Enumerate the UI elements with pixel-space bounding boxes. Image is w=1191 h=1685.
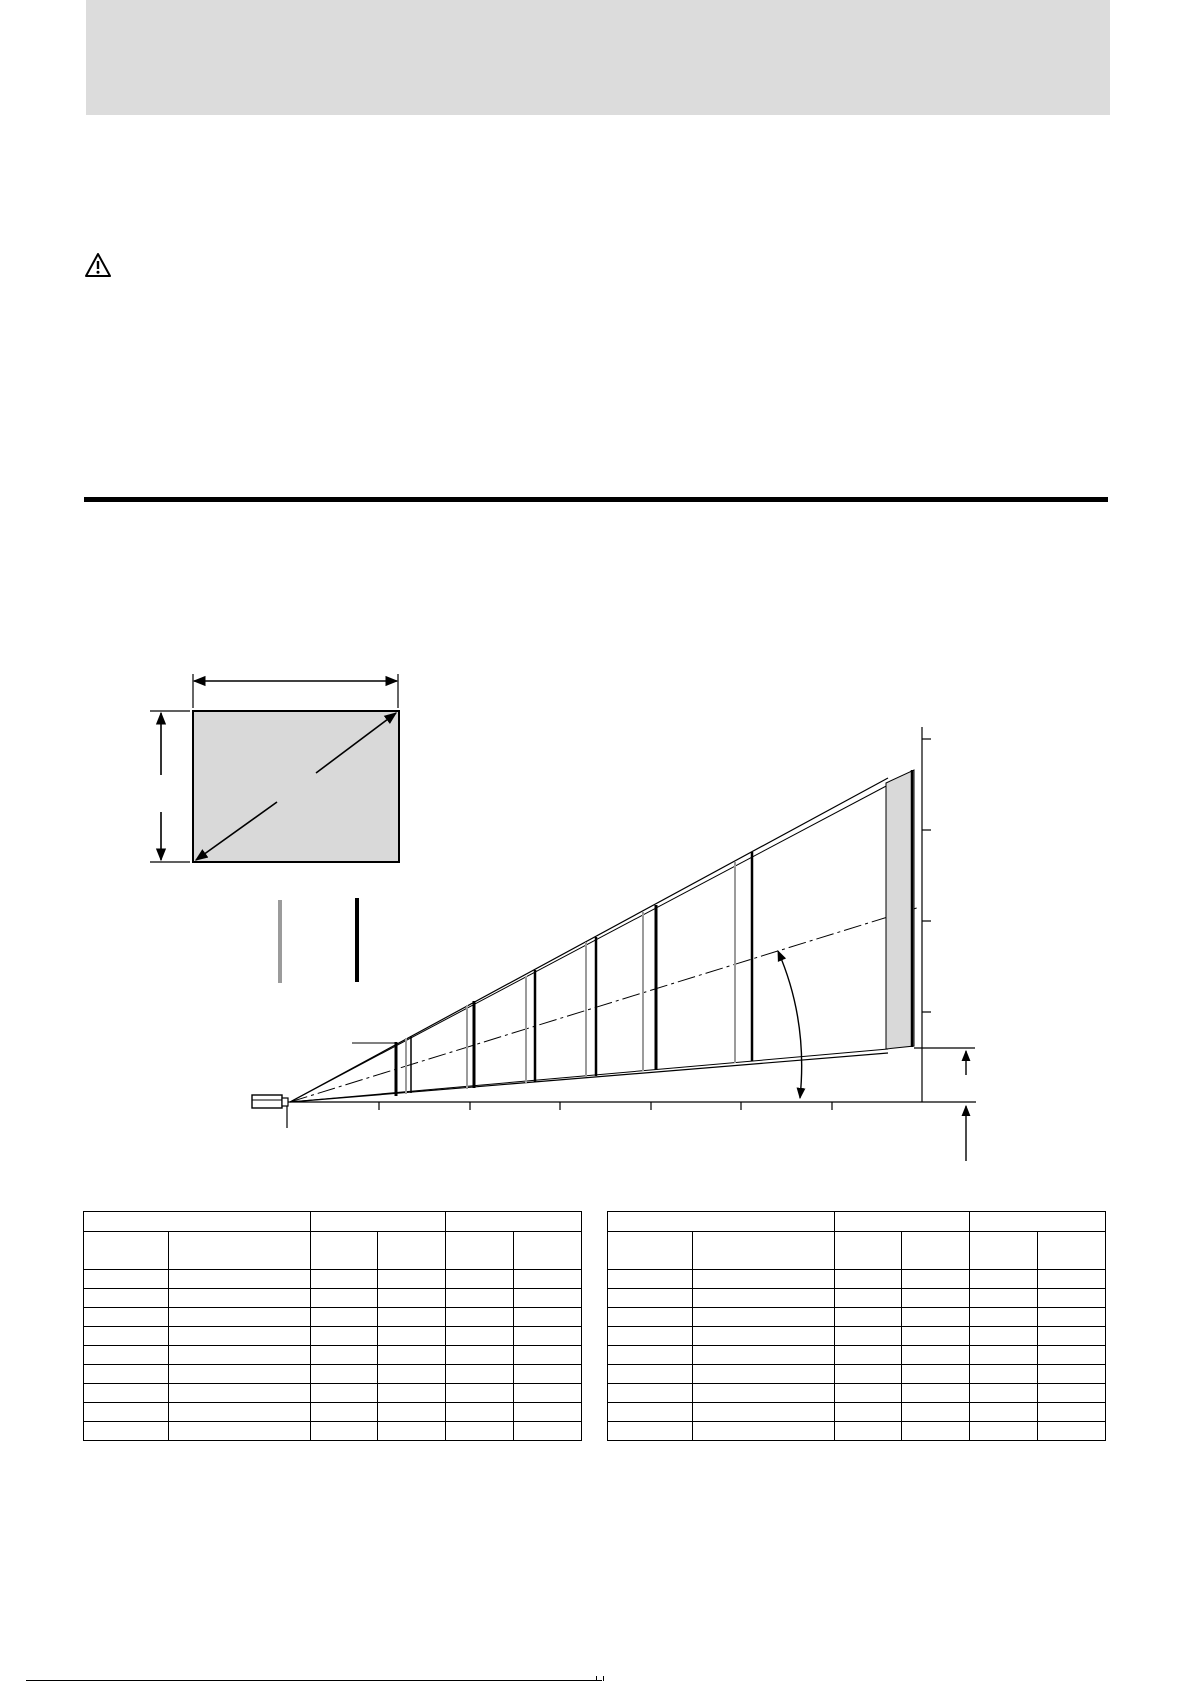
projection-angle-arc [778, 951, 802, 1098]
legend-gray-bar [278, 900, 282, 983]
distance-table-right [607, 1211, 1106, 1441]
table-header-cell [378, 1232, 446, 1270]
table-row [84, 1365, 582, 1384]
height-axis [922, 727, 931, 1102]
table-header-cell [835, 1212, 970, 1232]
table-row [84, 1270, 582, 1289]
table-row [84, 1346, 582, 1365]
table-row [608, 1384, 1106, 1403]
table-header-cell [169, 1232, 311, 1270]
footer-rule [26, 1680, 602, 1681]
table-header-cell [693, 1232, 835, 1270]
screen-size-illustration [150, 674, 399, 862]
table-header-cell [970, 1212, 1106, 1232]
table-row [84, 1384, 582, 1403]
table-header-row [84, 1212, 582, 1232]
distance-axis [286, 1102, 976, 1128]
table-row [608, 1346, 1106, 1365]
footer-tick [596, 1676, 604, 1681]
table-header-cell [84, 1232, 169, 1270]
table-header-cell [835, 1232, 902, 1270]
table-row [608, 1308, 1106, 1327]
table-header-cell [608, 1232, 693, 1270]
table-row [608, 1289, 1106, 1308]
table-header-cell [970, 1232, 1038, 1270]
distance-table-left [83, 1211, 582, 1441]
table-row [608, 1403, 1106, 1422]
table-header-cell [446, 1212, 582, 1232]
table-subheader-row [608, 1232, 1106, 1270]
table-row [84, 1327, 582, 1346]
legend-black-bar [355, 898, 359, 982]
optical-axis [290, 907, 920, 1102]
projector-icon [252, 1095, 288, 1108]
table-row [608, 1327, 1106, 1346]
table-header-cell [1038, 1232, 1106, 1270]
screen-positions [396, 770, 914, 1096]
table-header-cell [608, 1212, 835, 1232]
table-header-cell [514, 1232, 582, 1270]
table-row [608, 1422, 1106, 1441]
table-row [84, 1308, 582, 1327]
table-header-cell [311, 1212, 446, 1232]
table-row [84, 1289, 582, 1308]
table-header-cell [902, 1232, 970, 1270]
table-header-cell [84, 1212, 311, 1232]
table-header-cell [311, 1232, 378, 1270]
table-row [84, 1403, 582, 1422]
table-row [608, 1365, 1106, 1384]
table-row [84, 1422, 582, 1441]
offset-dimension [914, 1048, 975, 1161]
table-subheader-row [84, 1232, 582, 1270]
max-screen-gray [886, 770, 914, 1049]
table-header-row [608, 1212, 1106, 1232]
table-header-cell [446, 1232, 514, 1270]
table-row [608, 1270, 1106, 1289]
